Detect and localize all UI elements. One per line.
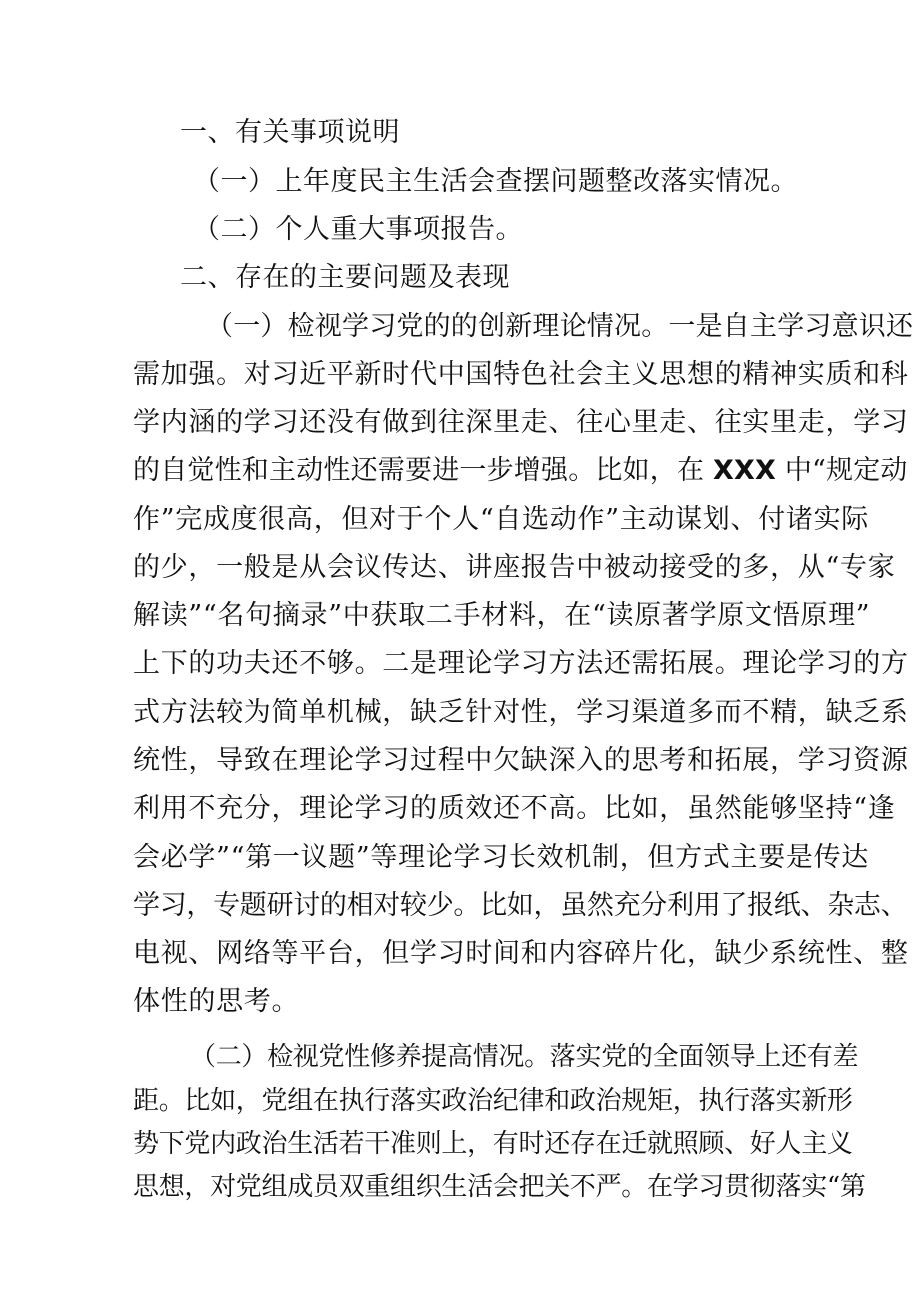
para1-line-10: 统性，导致在理论学习过程中欠缺深入的思考和拓展，学习资源	[133, 745, 909, 776]
para1-line-8: 上下的功夫还不够。二是理论学习方法还需拓展。理论学习的方	[133, 648, 909, 679]
para1-line-2: 需加强。对习近平新时代中国特色社会主义思想的精神实质和科	[133, 359, 909, 390]
para1-line-15: 体性的思考。	[133, 986, 300, 1017]
para1-line-3: 学内涵的学习还没有做到往深里走、往心里走、往实里走，学习	[133, 407, 909, 438]
item-1-1: （一）上年度民主生活会查摆问题整改落实情况。	[193, 166, 798, 197]
para1-line-6: 的少，一般是从会议传达、讲座报告中被动接受的多，从“专家	[133, 552, 896, 583]
para2-line-2: 距。比如，党组在执行落实政治纪律和政治规矩，执行落实新形	[133, 1086, 853, 1116]
para1-line-9: 式方法较为简单机械，缺乏针对性，学习渠道多而不精，缺乏系	[133, 697, 909, 728]
para2-line-4: 思想，对党组成员双重组织生活会把关不严。在学习贯彻落实“第	[133, 1172, 866, 1202]
para1-line-5: 作”完成度很高，但对于个人“自选动作”主动谋划、付诸实际	[133, 504, 870, 535]
item-1-2: （二）个人重大事项报告。	[193, 214, 523, 245]
para1-line-1: （一）检视学习党的的创新理论情况。一是自主学习意识还	[206, 311, 914, 342]
para1-line-11: 利用不充分，理论学习的质效还不高。比如，虽然能够坚持“逢	[133, 793, 896, 824]
heading-section-1: 一、有关事项说明	[180, 117, 400, 148]
heading-section-2: 二、存在的主要问题及表现	[180, 262, 510, 293]
placeholder-xxx: XXX	[712, 455, 777, 486]
para1-line-7: 解读”“名句摘录”中获取二手材料，在“读原著学原文悟原理”	[133, 600, 871, 631]
para2-line-3: 势下党内政治生活若干准则上，有时还存在迁就照顾、好人主义	[133, 1129, 853, 1159]
para1-line-4	[133, 451, 908, 491]
para1-line-4-text-c: 中“规定动	[776, 455, 908, 486]
para2-line-1: （二）检视党性修养提高情况。落实党的全面领导上还有差	[190, 1042, 859, 1072]
para1-line-14: 电视、网络等平台，但学习时间和内容碎片化，缺少系统性、整	[133, 938, 909, 969]
para1-line-12: 会必学”“第一议题”等理论学习长效机制，但方式主要是传达	[133, 842, 870, 873]
para1-line-13: 学习，专题研讨的相对较少。比如，虽然充分利用了报纸、杂志、	[133, 890, 908, 921]
para1-line-4-text-a: 的自觉性和主动性还需要进一步增强。比如，在	[133, 455, 713, 486]
